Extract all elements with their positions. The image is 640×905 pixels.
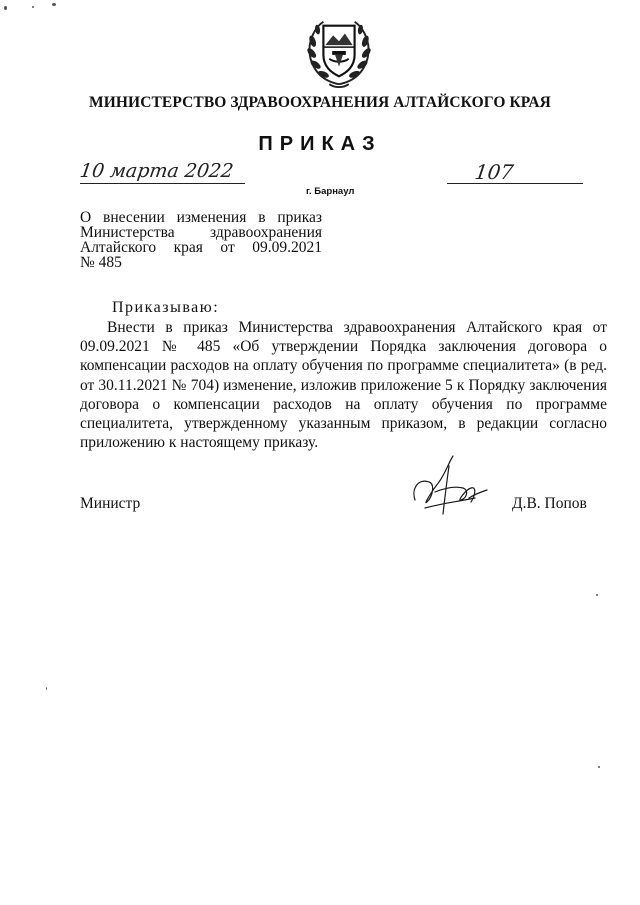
city-label: г. Барнаул bbox=[306, 186, 355, 197]
body-line: 09.09.2021 № 485 «Об утверждении Порядка заключения договора о bbox=[80, 338, 607, 356]
subject-line: Министерства здравоохранения bbox=[80, 224, 322, 241]
body-line: от 30.11.2021 № 704) изменение, изложив приложение 5 к Порядку заключения bbox=[80, 376, 607, 394]
subject-line: Алтайского края от 09.09.2021 bbox=[80, 239, 322, 256]
body-line: компенсации расходов на оплату обучения по программе специалитета» (в ред. bbox=[80, 357, 607, 375]
signer-name: Д.В. Попов bbox=[512, 495, 587, 512]
order-subject bbox=[80, 210, 322, 270]
subject-line: № 485 bbox=[80, 254, 122, 271]
document-type-title: ПРИКАЗ bbox=[258, 133, 382, 155]
body-line: приложению к настоящему приказу. bbox=[80, 434, 319, 452]
scan-speck bbox=[32, 6, 34, 8]
body-line: договора о компенсации расходов на оплату обучения по программе bbox=[80, 395, 607, 413]
order-body-paragraph bbox=[80, 318, 607, 452]
signer-position: Министр bbox=[80, 495, 141, 512]
handwritten-date: 10 марта 2022 bbox=[78, 160, 235, 182]
date-underline bbox=[80, 183, 245, 184]
subject-line: О внесении изменения в приказ bbox=[80, 209, 322, 226]
scan-speck bbox=[4, 6, 7, 10]
scan-speck bbox=[46, 687, 47, 690]
body-line: специалитета, утвержденному указанным приказом, в редакции согласно bbox=[80, 415, 607, 433]
coat-of-arms-icon bbox=[300, 12, 378, 90]
scan-speck bbox=[596, 594, 598, 596]
number-underline bbox=[447, 183, 583, 184]
scan-speck bbox=[52, 3, 56, 6]
handwritten-order-number: 107 bbox=[473, 160, 515, 184]
scan-speck bbox=[598, 766, 600, 768]
order-directive-word: Приказываю: bbox=[112, 299, 220, 316]
handwritten-signature bbox=[405, 452, 495, 524]
body-line: Внести в приказ Министерства здравоохранения Алтайского края от bbox=[107, 319, 607, 336]
ministry-name: МИНИСТЕРСТВО ЗДРАВООХРАНЕНИЯ АЛТАЙСКОГО КРАЯ bbox=[89, 94, 551, 111]
